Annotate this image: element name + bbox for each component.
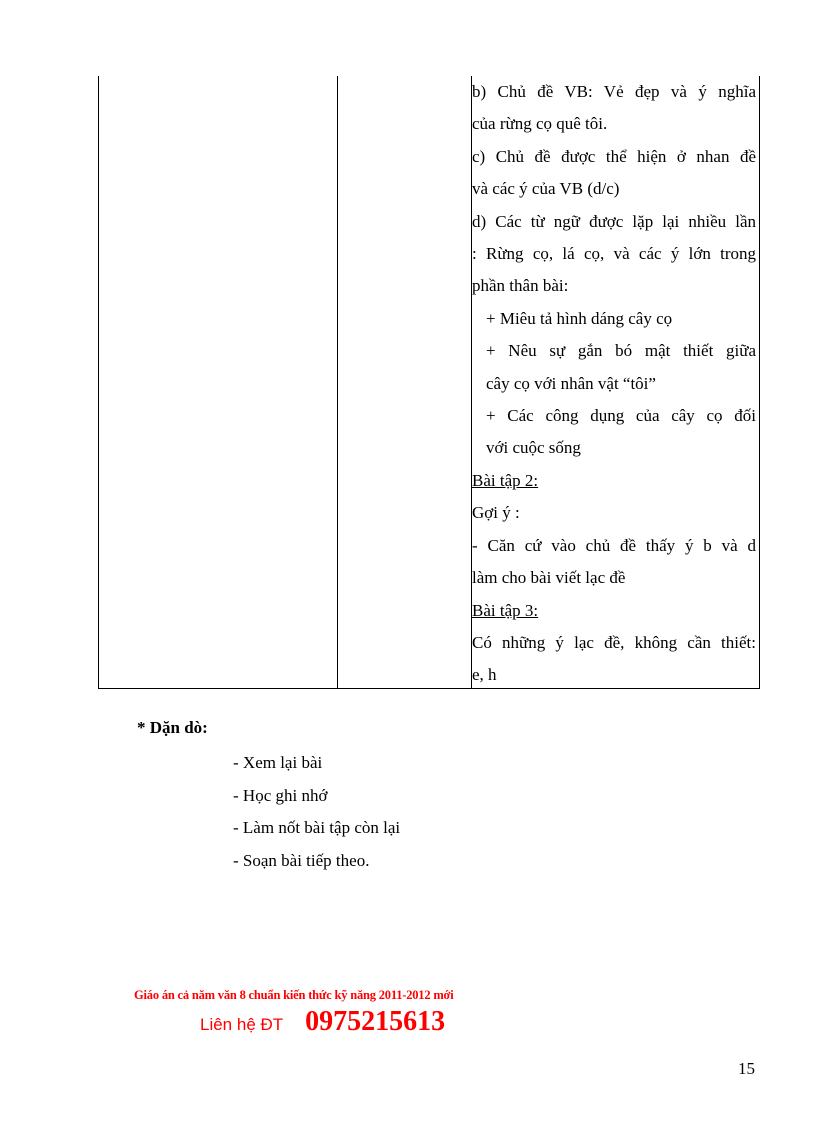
text-line: cây cọ với nhân vật “tôi” (486, 373, 656, 393)
list-item: - Làm nốt bài tập còn lại (233, 818, 401, 837)
table-border-left (98, 76, 99, 688)
text-line: b) Chủ đề VB: Vẻ đẹp và ý nghĩa (472, 82, 756, 101)
text-line: với cuộc sống (486, 438, 581, 458)
text-line: d) Các từ ngữ được lặp lại nhiều lần (472, 211, 756, 231)
homework-list (233, 752, 400, 882)
list-item: - Xem lại bài (233, 753, 323, 772)
phone-number: 0975215613 (305, 1006, 446, 1037)
text-line: Có những ý lạc đề, không cần thiết: (472, 632, 756, 652)
homework-heading: * Dặn dò: (137, 718, 208, 737)
text-line: và các ý của VB (d/c) (472, 179, 620, 199)
text-line: + Miêu tả hình dáng cây cọ (486, 308, 673, 328)
contact-label: Liên hệ ĐT (200, 1015, 284, 1034)
table-border-right (759, 76, 760, 688)
promo-text: Giáo án cả năm văn 8 chuẩn kiến thức kỹ năng 2011-2012 mới (134, 988, 454, 1002)
list-item: - Học ghi nhớ (233, 785, 328, 805)
text-line: - Căn cứ vào chủ đề thấy ý b và d (472, 535, 756, 555)
text-line: Gợi ý : (472, 503, 520, 523)
text-line: + Nêu sự gắn bó mật thiết giữa (486, 341, 756, 361)
list-item: - Soạn bài tiếp theo. (233, 850, 370, 870)
text-line: e, h (472, 665, 497, 685)
text-line: + Các công dụng của cây cọ đối (486, 406, 756, 426)
page-number: 15 (738, 1059, 755, 1078)
exercise-2-heading: Bài tập 2: (472, 470, 539, 490)
exercise-3-heading: Bài tập 3: (472, 600, 539, 620)
table-column-3-content (472, 76, 756, 692)
text-line: làm cho bài viết lạc đề (472, 568, 626, 588)
contact-line (200, 1006, 445, 1038)
text-line: của rừng cọ quê tôi. (472, 114, 608, 134)
table-column-divider-1 (337, 76, 338, 688)
text-line: : Rừng cọ, lá cọ, và các ý lớn trong (472, 244, 756, 264)
text-line: phần thân bài: (472, 276, 569, 296)
lesson-table (98, 76, 760, 689)
text-line: c) Chủ đề được thể hiện ở nhan đề (472, 146, 756, 166)
